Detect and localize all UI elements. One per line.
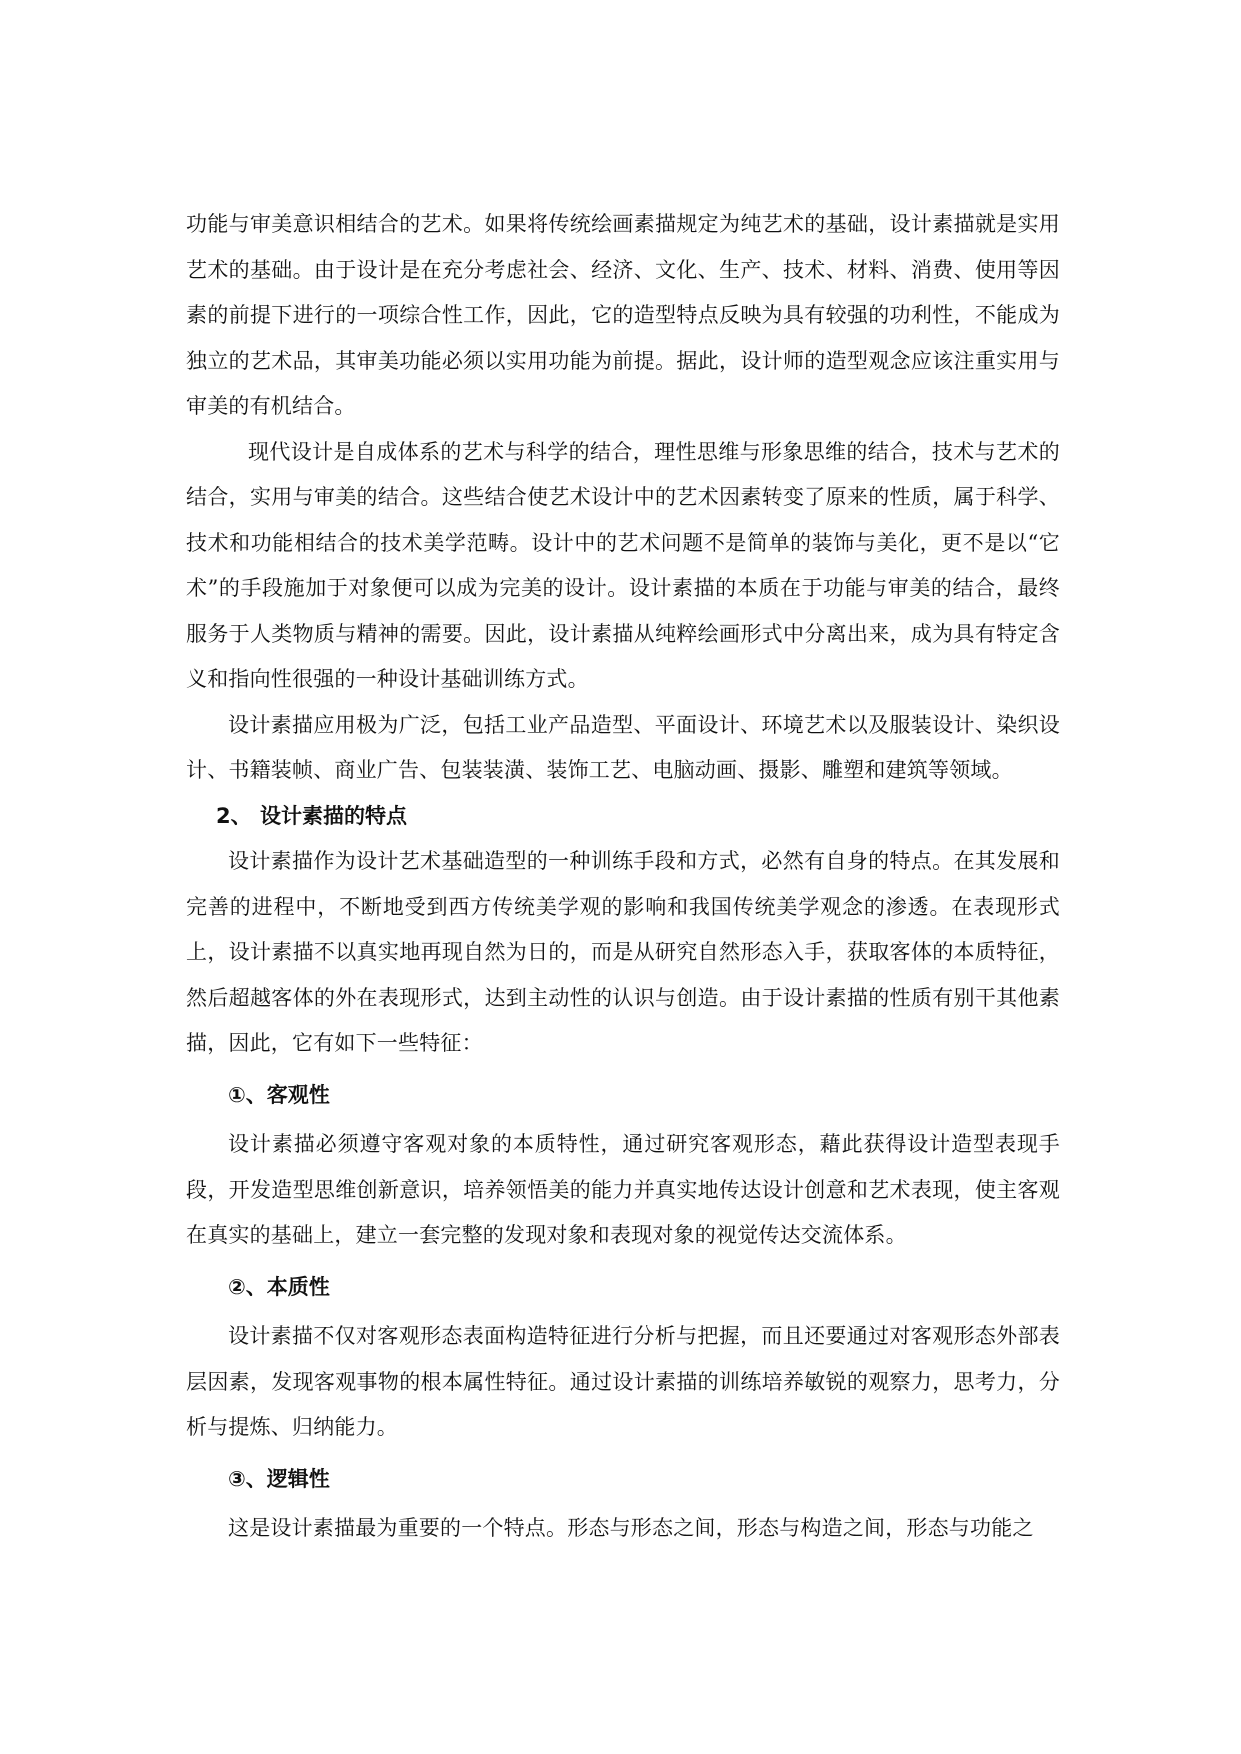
subheading-logic: ③、逻辑性 — [228, 1466, 330, 1491]
section-title: 设计素描的特点 — [260, 803, 407, 828]
section-number: 2、 — [216, 803, 252, 828]
document-page — [186, 202, 1060, 1552]
paragraph-essence: 设计素描不仅对客观形态表面构造特征进行分析与把握，而且还要通过对客观形态外部表层因素，发现客观事物的根本属性特征。通过设计素描的训练培养敏锐的观察力，思考力，分析与提炼、归纳能力。 — [186, 1324, 1060, 1439]
paragraph-design-function: 功能与审美意识相结合的艺术。如果将传统绘画素描规定为纯艺术的基础，设计素描就是实用艺术的基础。由于设计是在充分考虑社会、经济、文化、生产、技术、材料、消费、使用等因素的前提下进行的一项综合性工作，因此，它的造型特点反映为具有较强的功利性，不能成为独立的艺术品，其审美功能必须以实用功能为前提。据此，设计师的造型观念应该注重实用与审美的有机结合。 — [186, 212, 1060, 418]
paragraph-characteristics-intro: 设计素描作为设计艺术基础造型的一种训练手段和方式，必然有自身的特点。在其发展和完善的进程中，不断地受到西方传统美学观的影响和我国传统美学观念的渗透。在表现形式上，设计素描不以真实地再现自然为日的，而是从研究自然形态入手，获取客体的本质特征，然后超越客体的外在表现形式，达到主动性的认识与创造。由于设计素描的性质有别干其他素描，因此，它有如下一些特征： — [186, 849, 1060, 1055]
paragraph-applications: 设计素描应用极为广泛，包括工业产品造型、平面设计、环境艺术以及服装设计、染织设计、书籍装帧、商业广告、包装装潢、装饰工艺、电脑动画、摄影、雕塑和建筑等领域。 — [186, 712, 1060, 782]
paragraph-logic: 这是设计素描最为重要的一个特点。形态与形态之间，形态与构造之间，形态与功能之 — [228, 1516, 1034, 1540]
section-heading-characteristics — [186, 794, 1060, 840]
paragraph-modern-design: 现代设计是自成体系的艺术与科学的结合，理性思维与形象思维的结合，技术与艺术的结合，实用与审美的结合。这些结合使艺术设计中的艺术因素转变了原来的性质，属于科学、技术和功能相结合的技术美学范畴。设计中的艺术问题不是简单的装饰与美化，更不是以“它术”的手段施加于对象便可以成为完美的设计。设计素描的本质在于功能与审美的结合，最终服务于人类物质与精神的需要。因此，设计素描从纯粹绘画形式中分离出来，成为具有特定含义和指向性很强的一种设计基础训练方式。 — [186, 439, 1060, 691]
paragraph-objectivity: 设计素描必须遵守客观对象的本质特性，通过研究客观形态，藉此获得设计造型表现手段，开发造型思维创新意识，培养领悟美的能力并真实地传达设计创意和艺术表现，使主客观在真实的基础上，建立一套完整的发现对象和表现对象的视觉传达交流体系。 — [186, 1132, 1060, 1247]
subheading-essence: ②、本质性 — [228, 1274, 330, 1299]
subheading-objectivity: ①、客观性 — [228, 1082, 330, 1107]
